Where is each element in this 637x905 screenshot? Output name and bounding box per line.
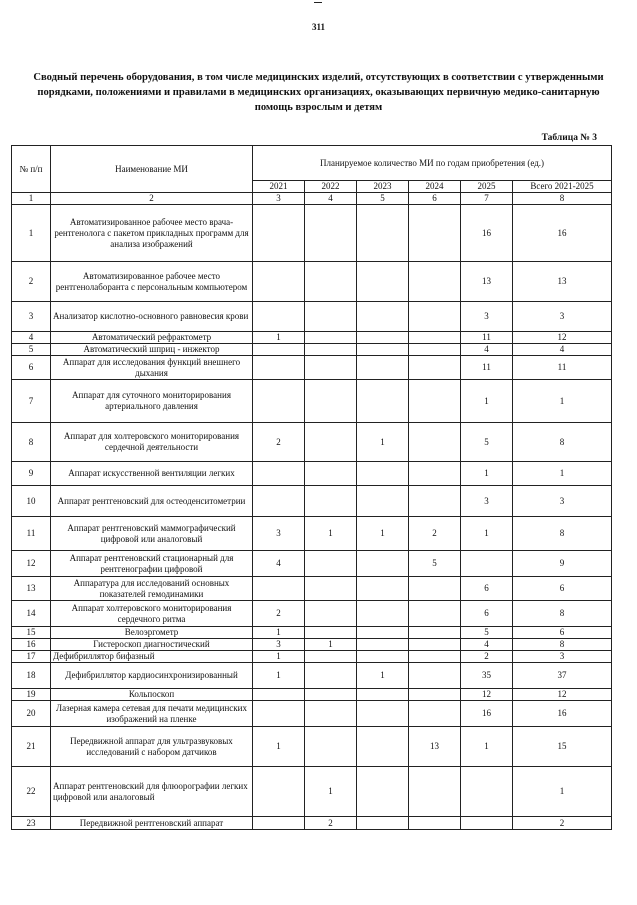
year-cell: [409, 577, 461, 601]
table-row: [12, 262, 612, 302]
item-name: Аппарат искусственной вентиляции легких: [51, 462, 253, 486]
row-number: 22: [12, 767, 51, 817]
total-cell: 4: [513, 344, 612, 356]
row-number: 15: [12, 627, 51, 639]
year-cell: 5: [409, 551, 461, 577]
total-cell: 6: [513, 627, 612, 639]
header-total: Всего 2021-2025: [513, 181, 612, 193]
table-row: [12, 380, 612, 423]
year-cell: [253, 689, 305, 701]
column-number: 4: [305, 193, 357, 205]
year-cell: 1: [305, 517, 357, 551]
total-cell: 12: [513, 689, 612, 701]
table-row: [12, 817, 612, 830]
year-cell: [357, 356, 409, 380]
year-cell: [253, 767, 305, 817]
item-name: Гистероскоп диагностический: [51, 639, 253, 651]
row-number: 23: [12, 817, 51, 830]
table-label: Таблица № 3: [541, 133, 597, 143]
year-cell: [357, 767, 409, 817]
column-number: 2: [51, 193, 253, 205]
item-name: Автоматический шприц - инжектор: [51, 344, 253, 356]
year-cell: [253, 262, 305, 302]
column-number: 1: [12, 193, 51, 205]
equipment-table: [11, 145, 612, 830]
year-cell: [357, 205, 409, 262]
table-row: [12, 423, 612, 462]
year-cell: [253, 302, 305, 332]
year-cell: 1: [461, 727, 513, 767]
year-cell: 35: [461, 663, 513, 689]
year-cell: [305, 356, 357, 380]
year-cell: [409, 663, 461, 689]
year-cell: [253, 577, 305, 601]
total-cell: 16: [513, 205, 612, 262]
year-cell: [409, 302, 461, 332]
table-row: [12, 663, 612, 689]
column-number-row: [12, 193, 612, 205]
year-cell: [357, 701, 409, 727]
year-cell: [357, 551, 409, 577]
row-number: 17: [12, 651, 51, 663]
item-name: Анализатор кислотно-основного равновесия крови: [51, 302, 253, 332]
year-cell: [461, 551, 513, 577]
item-name: Дефибриллятор бифазный: [51, 651, 253, 663]
table-row: [12, 462, 612, 486]
year-cell: 1: [357, 663, 409, 689]
table-row: [12, 577, 612, 601]
year-cell: [253, 205, 305, 262]
year-cell: [409, 601, 461, 627]
total-cell: 37: [513, 663, 612, 689]
header-group: Планируемое количество МИ по годам приобретения (ед.): [253, 146, 612, 181]
year-cell: 3: [461, 302, 513, 332]
year-cell: 5: [461, 627, 513, 639]
total-cell: 2: [513, 817, 612, 830]
year-cell: [305, 423, 357, 462]
total-cell: 8: [513, 423, 612, 462]
row-number: 19: [12, 689, 51, 701]
row-number: 6: [12, 356, 51, 380]
year-cell: 11: [461, 356, 513, 380]
total-cell: 11: [513, 356, 612, 380]
column-number: 6: [409, 193, 461, 205]
header-year: 2021: [253, 181, 305, 193]
header-row: [12, 146, 612, 181]
page-number: 311: [311, 22, 325, 32]
year-cell: [305, 302, 357, 332]
year-cell: 1: [305, 767, 357, 817]
row-number: 20: [12, 701, 51, 727]
table-row: [12, 356, 612, 380]
year-cell: 5: [461, 423, 513, 462]
year-cell: 1: [253, 727, 305, 767]
year-cell: [409, 262, 461, 302]
year-cell: 2: [253, 423, 305, 462]
total-cell: 8: [513, 601, 612, 627]
column-number: 7: [461, 193, 513, 205]
year-cell: [253, 701, 305, 727]
table-row: [12, 302, 612, 332]
year-cell: [409, 344, 461, 356]
year-cell: [253, 817, 305, 830]
item-name: Автоматизированное рабочее место врача-рентгенолога с пакетом прикладных программ для анализа изображений: [51, 205, 253, 262]
row-number: 8: [12, 423, 51, 462]
year-cell: [305, 205, 357, 262]
row-number: 11: [12, 517, 51, 551]
total-cell: 6: [513, 577, 612, 601]
year-cell: [409, 817, 461, 830]
table-row: [12, 727, 612, 767]
year-cell: [305, 380, 357, 423]
year-cell: [409, 701, 461, 727]
total-cell: 8: [513, 639, 612, 651]
row-number: 14: [12, 601, 51, 627]
row-number: 1: [12, 205, 51, 262]
row-number: 3: [12, 302, 51, 332]
year-cell: 1: [357, 517, 409, 551]
table-row: [12, 651, 612, 663]
year-cell: 6: [461, 577, 513, 601]
table-row: [12, 205, 612, 262]
item-name: Аппаратура для исследований основных показателей гемодинамики: [51, 577, 253, 601]
year-cell: [357, 651, 409, 663]
table-row: [12, 689, 612, 701]
year-cell: 3: [253, 517, 305, 551]
year-cell: [305, 462, 357, 486]
year-cell: [305, 651, 357, 663]
year-cell: [409, 486, 461, 517]
year-cell: 1: [357, 423, 409, 462]
item-name: Аппарат для исследования функций внешнего дыхания: [51, 356, 253, 380]
item-name: Передвижной рентгеновский аппарат: [51, 817, 253, 830]
year-cell: [357, 486, 409, 517]
column-number: 5: [357, 193, 409, 205]
year-cell: 1: [253, 332, 305, 344]
item-name: Передвижной аппарат для ультразвуковых исследований с набором датчиков: [51, 727, 253, 767]
row-number: 5: [12, 344, 51, 356]
year-cell: [253, 356, 305, 380]
year-cell: 16: [461, 205, 513, 262]
year-cell: 4: [461, 344, 513, 356]
year-cell: 2: [253, 601, 305, 627]
year-cell: [305, 601, 357, 627]
year-cell: [253, 462, 305, 486]
header-year: 2023: [357, 181, 409, 193]
year-cell: [305, 627, 357, 639]
row-number: 12: [12, 551, 51, 577]
header-year: 2022: [305, 181, 357, 193]
year-cell: [305, 262, 357, 302]
item-name: Аппарат для холтеровского мониторирования сердечной деятельности: [51, 423, 253, 462]
year-cell: 1: [461, 462, 513, 486]
year-cell: 12: [461, 689, 513, 701]
total-cell: 13: [513, 262, 612, 302]
year-cell: [409, 627, 461, 639]
document-title: Сводный перечень оборудования, в том числе медицинских изделий, отсутствующих в соответствии с утвержденными порядками, положениями и правилами в медицинских организациях, оказывающих первичную медико-санитарную помощь взрослым и детям: [33, 72, 604, 113]
total-cell: 8: [513, 517, 612, 551]
year-cell: 6: [461, 601, 513, 627]
year-cell: 3: [461, 486, 513, 517]
year-cell: [357, 462, 409, 486]
header-name: Наименование МИ: [51, 146, 253, 193]
total-cell: 1: [513, 380, 612, 423]
year-cell: 2: [305, 817, 357, 830]
year-cell: [305, 551, 357, 577]
year-cell: [357, 627, 409, 639]
table-row: [12, 701, 612, 727]
year-cell: [357, 302, 409, 332]
item-name: Аппарат для суточного мониторирования артериального давления: [51, 380, 253, 423]
year-cell: [357, 344, 409, 356]
year-cell: 1: [461, 380, 513, 423]
year-cell: [409, 651, 461, 663]
header-year: 2024: [409, 181, 461, 193]
year-cell: [305, 689, 357, 701]
year-cell: 16: [461, 701, 513, 727]
year-cell: 1: [253, 627, 305, 639]
year-cell: 1: [461, 517, 513, 551]
year-cell: 13: [409, 727, 461, 767]
year-cell: [305, 663, 357, 689]
row-number: 10: [12, 486, 51, 517]
item-name: Автоматический рефрактометр: [51, 332, 253, 344]
year-cell: [357, 332, 409, 344]
top-dash: [314, 2, 322, 3]
year-cell: [357, 380, 409, 423]
table-row: [12, 332, 612, 344]
year-cell: [305, 577, 357, 601]
total-cell: 16: [513, 701, 612, 727]
table-row: [12, 601, 612, 627]
item-name: Аппарат рентгеновский маммографический цифровой или аналоговый: [51, 517, 253, 551]
year-cell: [461, 817, 513, 830]
year-cell: [305, 344, 357, 356]
year-cell: [253, 344, 305, 356]
year-cell: 11: [461, 332, 513, 344]
item-name: Лазерная камера сетевая для печати медицинских изображений на пленке: [51, 701, 253, 727]
year-cell: [409, 332, 461, 344]
year-cell: [357, 727, 409, 767]
table-row: [12, 767, 612, 817]
year-cell: 13: [461, 262, 513, 302]
row-number: 9: [12, 462, 51, 486]
table-row: [12, 551, 612, 577]
table-row: [12, 344, 612, 356]
total-cell: 3: [513, 302, 612, 332]
header-num: № п/п: [12, 146, 51, 193]
year-cell: [357, 817, 409, 830]
item-name: Аппарат рентгеновский для остеоденситометрии: [51, 486, 253, 517]
year-cell: [409, 380, 461, 423]
item-name: Аппарат холтеровского мониторирования сердечного ритма: [51, 601, 253, 627]
table-row: [12, 639, 612, 651]
row-number: 18: [12, 663, 51, 689]
table-row: [12, 627, 612, 639]
year-cell: [409, 205, 461, 262]
year-cell: [305, 486, 357, 517]
year-cell: 1: [253, 663, 305, 689]
row-number: 21: [12, 727, 51, 767]
year-cell: [253, 486, 305, 517]
year-cell: [357, 262, 409, 302]
total-cell: 1: [513, 462, 612, 486]
year-cell: [253, 380, 305, 423]
year-cell: 1: [305, 639, 357, 651]
total-cell: 3: [513, 486, 612, 517]
year-cell: [305, 332, 357, 344]
total-cell: 15: [513, 727, 612, 767]
year-cell: [357, 639, 409, 651]
year-cell: [409, 423, 461, 462]
row-number: 2: [12, 262, 51, 302]
year-cell: 4: [461, 639, 513, 651]
year-cell: 2: [409, 517, 461, 551]
year-cell: [357, 689, 409, 701]
year-cell: 2: [461, 651, 513, 663]
year-cell: [305, 727, 357, 767]
total-cell: 1: [513, 767, 612, 817]
year-cell: [409, 462, 461, 486]
item-name: Дефибриллятор кардиосинхронизированный: [51, 663, 253, 689]
item-name: Аппарат рентгеновский для флюорографии легких цифровой или аналоговый: [51, 767, 253, 817]
year-cell: 1: [253, 651, 305, 663]
table-row: [12, 517, 612, 551]
row-number: 4: [12, 332, 51, 344]
row-number: 16: [12, 639, 51, 651]
year-cell: [305, 701, 357, 727]
column-number: 3: [253, 193, 305, 205]
total-cell: 12: [513, 332, 612, 344]
item-name: Аппарат рентгеновский стационарный для рентгенографии цифровой: [51, 551, 253, 577]
year-cell: [409, 689, 461, 701]
year-cell: 3: [253, 639, 305, 651]
row-number: 7: [12, 380, 51, 423]
header-year: 2025: [461, 181, 513, 193]
year-cell: [357, 601, 409, 627]
total-cell: 3: [513, 651, 612, 663]
item-name: Кольпоскоп: [51, 689, 253, 701]
year-cell: [409, 639, 461, 651]
year-cell: [461, 767, 513, 817]
item-name: Автоматизированное рабочее место рентгенолаборанта с персональным компьютером: [51, 262, 253, 302]
total-cell: 9: [513, 551, 612, 577]
year-cell: [409, 767, 461, 817]
table-row: [12, 486, 612, 517]
row-number: 13: [12, 577, 51, 601]
year-cell: [357, 577, 409, 601]
item-name: Велоэргометр: [51, 627, 253, 639]
column-number: 8: [513, 193, 612, 205]
year-cell: [409, 356, 461, 380]
year-cell: 4: [253, 551, 305, 577]
